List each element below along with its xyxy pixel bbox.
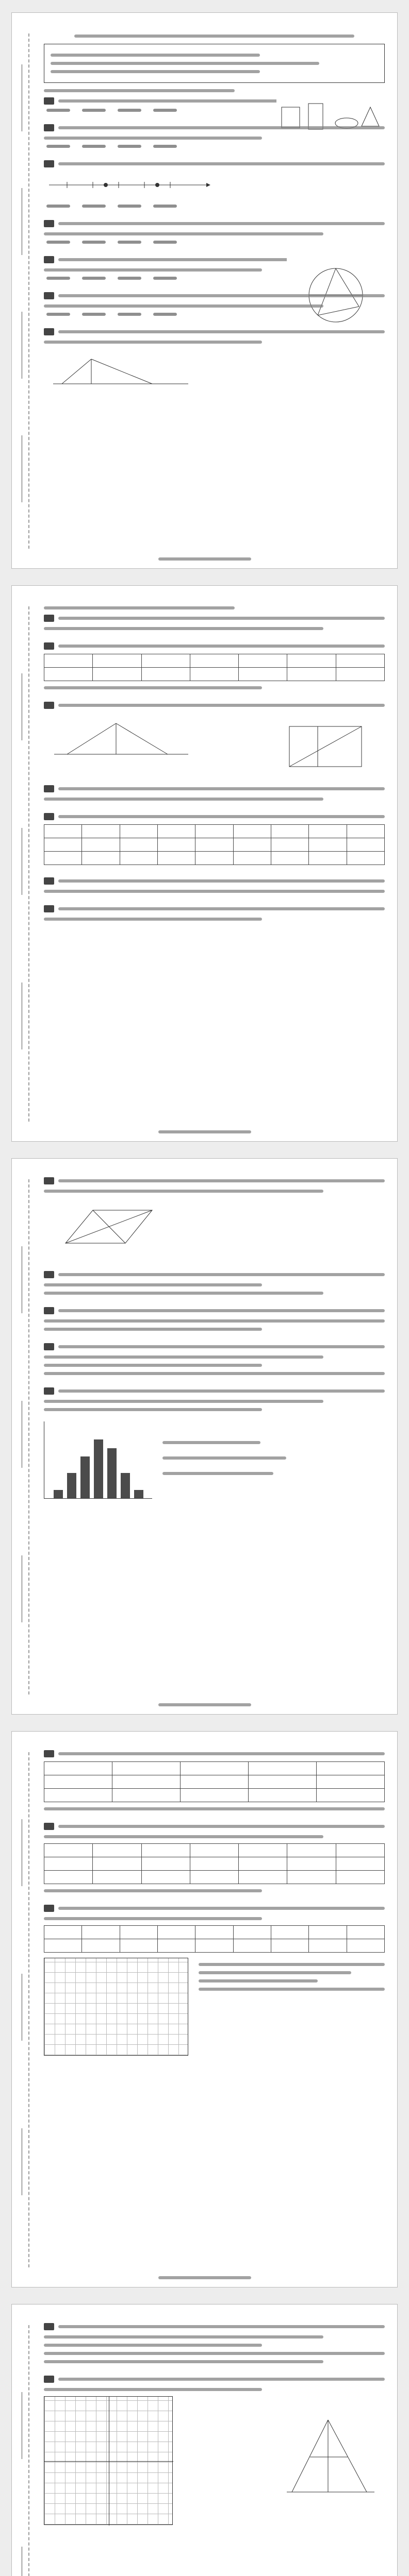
section-one-title [44, 89, 385, 92]
histogram-bar [80, 1456, 90, 1498]
side-field-3 [16, 962, 28, 1055]
question-23 [44, 2323, 385, 2363]
exam-page-2 [11, 585, 398, 1142]
histogram-bar [107, 1448, 117, 1499]
section-one-title-line [44, 89, 235, 92]
question-10-figure [44, 713, 199, 771]
side-field-2 [16, 807, 28, 900]
page-2-content [44, 600, 385, 1123]
question-17 [44, 1307, 385, 1331]
question-15 [44, 1177, 385, 1259]
question-14 [44, 905, 385, 921]
question-number [44, 97, 54, 105]
student-info-sidebar [16, 33, 29, 549]
exam-page-3 [11, 1158, 398, 1715]
page-2-footer [12, 1127, 397, 1137]
question-11 [44, 785, 385, 801]
option-c [115, 241, 141, 244]
question-4 [44, 220, 385, 244]
option-d [151, 109, 177, 112]
question-22 [44, 1905, 385, 2056]
side-field-1 [16, 2371, 28, 2464]
student-info-sidebar [16, 1179, 29, 1694]
option-d [151, 145, 177, 148]
histogram-bar [134, 1490, 143, 1498]
question-13 [44, 877, 385, 893]
option-a [44, 313, 70, 316]
question-7 [44, 328, 385, 394]
question-10 [44, 702, 385, 773]
histogram-bar [94, 1439, 103, 1498]
option-d [151, 205, 177, 208]
coordinate-grid [44, 2396, 173, 2525]
header-title-line [74, 35, 354, 38]
option-a [44, 205, 70, 208]
option-b [79, 313, 106, 316]
question-20-table [44, 1761, 385, 1802]
student-info-sidebar [16, 2325, 29, 2576]
histogram-bar [121, 1473, 130, 1498]
exam-page-1 [11, 12, 398, 569]
number-line-figure [44, 175, 214, 195]
question-1 [44, 97, 385, 112]
option-c [115, 205, 141, 208]
question-21-table [44, 1843, 385, 1884]
side-field-2 [16, 1380, 28, 1473]
question-24-figure [276, 2410, 385, 2506]
question-22-grid [44, 1958, 188, 2056]
side-field-1 [16, 44, 28, 137]
question-9-table [44, 654, 385, 681]
side-field-2 [16, 167, 28, 260]
question-12 [44, 813, 385, 865]
side-field-1 [16, 653, 28, 745]
question-24 [44, 2376, 385, 2525]
page-1-footer [12, 554, 397, 564]
page-3-content [44, 1173, 385, 1696]
question-16 [44, 1271, 385, 1295]
side-field-3 [16, 1535, 28, 1628]
option-a [44, 241, 70, 244]
page-4-content [44, 1746, 385, 2268]
side-field-2 [16, 2526, 28, 2576]
side-field-2 [16, 1953, 28, 2046]
page-4-footer [12, 2273, 397, 2283]
option-b [79, 145, 106, 148]
section-two-title [44, 606, 385, 609]
question-19 [44, 1387, 385, 1522]
question-20 [44, 1750, 385, 1810]
question-21 [44, 1823, 385, 1892]
exam-page-4 [11, 1731, 398, 2287]
option-b [79, 205, 106, 208]
page-1-content [44, 27, 385, 550]
question-10-right-figure [279, 716, 385, 775]
exam-page-5 [11, 2304, 398, 2576]
instruction-line-2 [51, 62, 319, 65]
instructions-box [44, 44, 385, 83]
side-field-1 [16, 1799, 28, 1891]
question-9 [44, 642, 385, 689]
histogram-container [44, 1416, 385, 1522]
option-b [79, 109, 106, 112]
page-5-content [44, 2319, 385, 2576]
instruction-line-1 [51, 54, 260, 57]
histogram-bar [54, 1490, 63, 1498]
option-c [115, 313, 141, 316]
option-a [44, 145, 70, 148]
question-15-parallelogram-figure [44, 1201, 173, 1257]
question-2 [44, 124, 385, 148]
option-b [79, 241, 106, 244]
instruction-line-3 [51, 70, 260, 73]
option-d [151, 241, 177, 244]
option-d [151, 313, 177, 316]
histogram-bar [67, 1473, 76, 1498]
option-a [44, 277, 70, 280]
student-info-sidebar [16, 1752, 29, 2267]
histogram-chart [44, 1421, 152, 1499]
side-field-4 [16, 415, 28, 507]
question-18 [44, 1343, 385, 1375]
option-b [79, 277, 106, 280]
question-8 [44, 615, 385, 630]
option-c [115, 145, 141, 148]
question-3 [44, 160, 385, 208]
student-info-sidebar [16, 606, 29, 1122]
option-a [44, 109, 70, 112]
question-5 [44, 256, 385, 280]
question-22-table [44, 1925, 385, 1953]
side-field-3 [16, 291, 28, 384]
option-c [115, 277, 141, 280]
option-c [115, 109, 141, 112]
question-6 [44, 292, 385, 316]
question-7-figure [44, 352, 199, 392]
question-12-table [44, 824, 385, 865]
page-3-footer [12, 1700, 397, 1710]
side-field-3 [16, 2108, 28, 2200]
side-field-1 [16, 1226, 28, 1318]
option-d [151, 277, 177, 280]
